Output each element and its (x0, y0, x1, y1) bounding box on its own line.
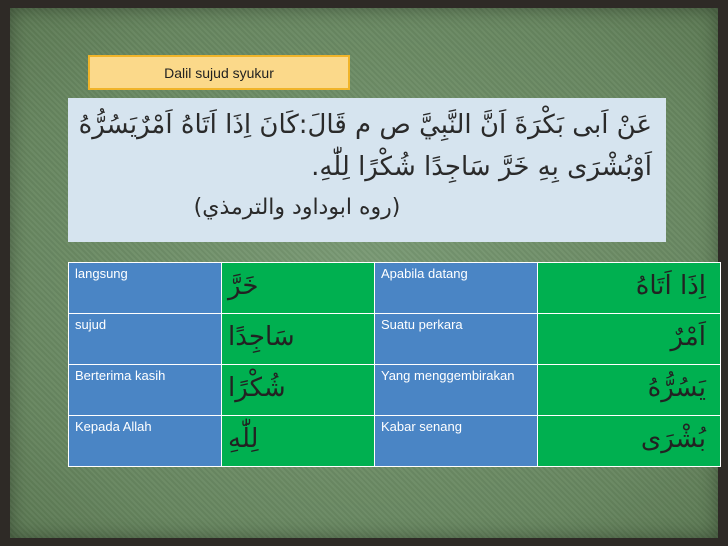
meaning-cell: Yang menggembirakan (375, 365, 538, 416)
hadith-text-box (68, 98, 666, 242)
arabic-word-cell: خَرَّ (222, 263, 375, 314)
slide-title (88, 55, 350, 90)
hadith-line-1: عَنْ اَبى بَكْرَةَ اَنَّ النَّبِيَّ ص م قَالَ:كَانَ اِذَا اَتَاهُ اَمْرٌيَسُرُّهُ (78, 110, 652, 140)
hadith-reference: (روه ابوداود والترمذي) (193, 195, 401, 220)
table-row (69, 263, 721, 314)
meaning-cell: langsung (69, 263, 222, 314)
arabic-word-cell: شُكْرًا (222, 365, 375, 416)
vocabulary-table (68, 262, 721, 467)
slide-title-text: Dalil sujud syukur (164, 64, 274, 81)
meaning-cell: Apabila datang (375, 263, 538, 314)
meaning-cell: Kabar senang (375, 416, 538, 467)
arabic-word-cell: اَمْرٌ (538, 314, 721, 365)
table-row (69, 416, 721, 467)
arabic-word-cell: بُشْرَى (538, 416, 721, 467)
table-row (69, 314, 721, 365)
arabic-word-cell: لِلّٰهِ (222, 416, 375, 467)
meaning-cell: Kepada Allah (69, 416, 222, 467)
meaning-cell: Suatu perkara (375, 314, 538, 365)
meaning-cell: sujud (69, 314, 222, 365)
arabic-word-cell: اِذَا اَتَاهُ (538, 263, 721, 314)
table-row (69, 365, 721, 416)
hadith-line-2: اَوْبُشْرَى بِهِ خَرَّ سَاجِدًا شُكْرًا لِلّٰهِ. (311, 152, 652, 182)
arabic-word-cell: يَسُرُّهُ (538, 365, 721, 416)
meaning-cell: Berterima kasih (69, 365, 222, 416)
arabic-word-cell: سَاجِدًا (222, 314, 375, 365)
